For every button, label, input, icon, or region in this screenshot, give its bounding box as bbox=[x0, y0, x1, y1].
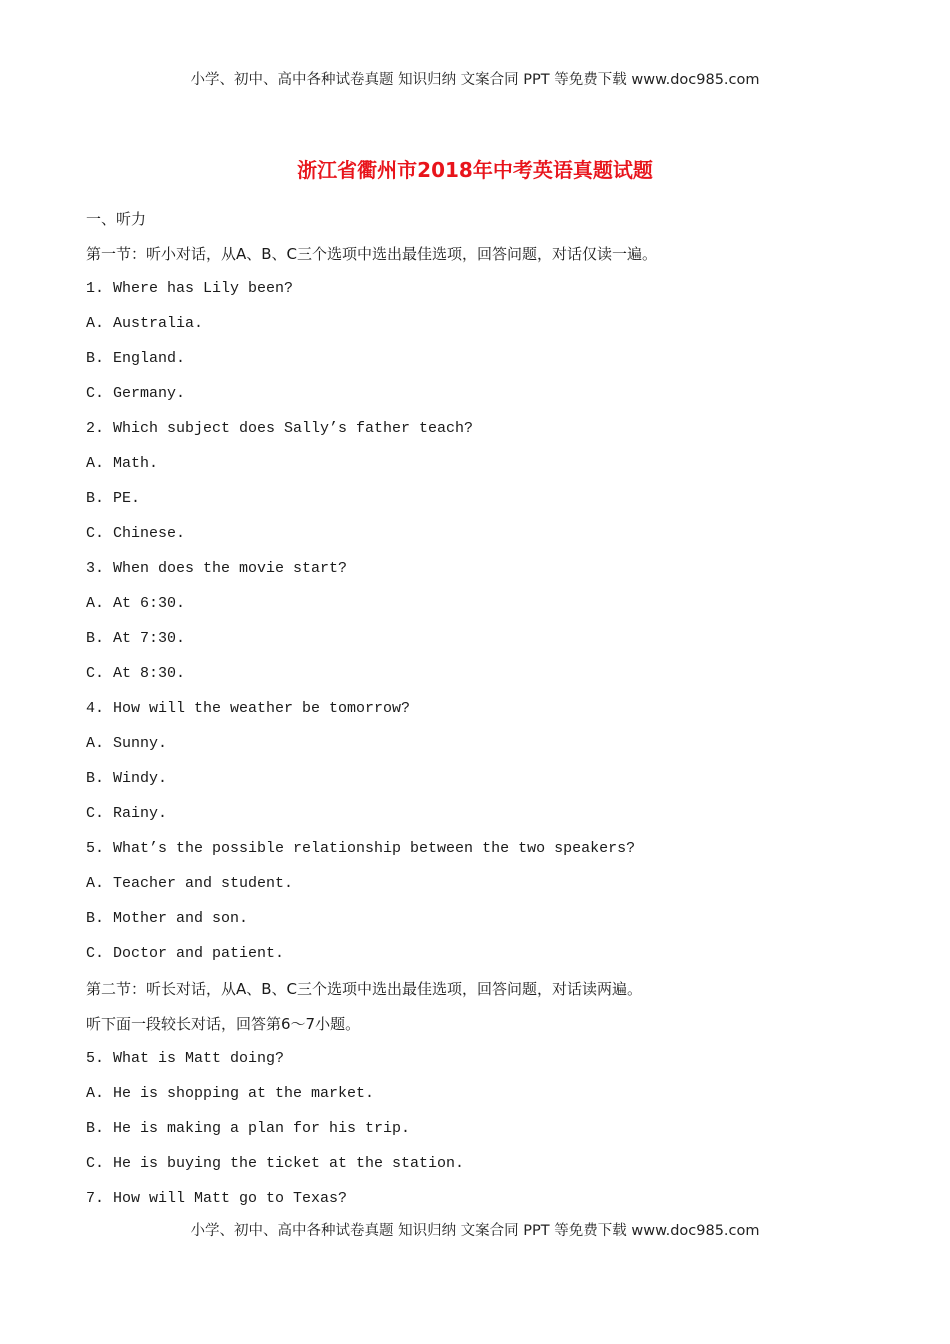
answer-option: C. Chinese. bbox=[86, 525, 186, 542]
part1-instruction: 第一节：听小对话，从A、B、C三个选项中选出最佳选项，回答问题，对话仅读一遍。 bbox=[86, 245, 658, 263]
answer-option: C. Germany. bbox=[86, 385, 186, 402]
exam-body bbox=[86, 208, 866, 1223]
answer-option: B. England. bbox=[86, 350, 186, 367]
answer-option: A. Math. bbox=[86, 455, 159, 472]
answer-option: C. At 8:30. bbox=[86, 665, 186, 682]
question-text: 7. How will Matt go to Texas? bbox=[86, 1190, 348, 1207]
answer-option: A. Teacher and student. bbox=[86, 875, 294, 892]
section-heading: 一、听力 bbox=[86, 210, 147, 228]
answer-option: B. At 7:30. bbox=[86, 630, 186, 647]
footer-banner: 小学、初中、高中各种试卷真题 知识归纳 文案合同 PPT 等免费下载 www.doc985.com bbox=[190, 1223, 760, 1239]
answer-option: B. Mother and son. bbox=[86, 910, 249, 927]
question-text: 1. Where has Lily been? bbox=[86, 280, 294, 297]
answer-option: A. Sunny. bbox=[86, 735, 168, 752]
answer-option: B. He is making a plan for his trip. bbox=[86, 1120, 411, 1137]
answer-option: A. Australia. bbox=[86, 315, 204, 332]
part2-subinstruction: 听下面一段较长对话，回答第6～7小题。 bbox=[86, 1015, 361, 1033]
answer-option: C. Rainy. bbox=[86, 805, 168, 822]
header-banner: 小学、初中、高中各种试卷真题 知识归纳 文案合同 PPT 等免费下载 www.doc985.com bbox=[190, 72, 760, 88]
answer-option: B. PE. bbox=[86, 490, 141, 507]
answer-option: A. He is shopping at the market. bbox=[86, 1085, 375, 1102]
question-text: 4. How will the weather be tomorrow? bbox=[86, 700, 411, 717]
question-text: 5. What is Matt doing? bbox=[86, 1050, 285, 1067]
part2-instruction: 第二节：听长对话，从A、B、C三个选项中选出最佳选项，回答问题，对话读两遍。 bbox=[86, 980, 643, 998]
answer-option: C. He is buying the ticket at the station. bbox=[86, 1155, 465, 1172]
question-text: 2. Which subject does Sally’s father teach? bbox=[86, 420, 474, 437]
answer-option: A. At 6:30. bbox=[86, 595, 186, 612]
answer-option: B. Windy. bbox=[86, 770, 168, 787]
answer-option: C. Doctor and patient. bbox=[86, 945, 285, 962]
question-text: 3. When does the movie start? bbox=[86, 560, 348, 577]
question-text: 5. What’s the possible relationship between the two speakers? bbox=[86, 840, 636, 857]
document-title: 浙江省衢州市2018年中考英语真题试题 bbox=[297, 158, 653, 182]
